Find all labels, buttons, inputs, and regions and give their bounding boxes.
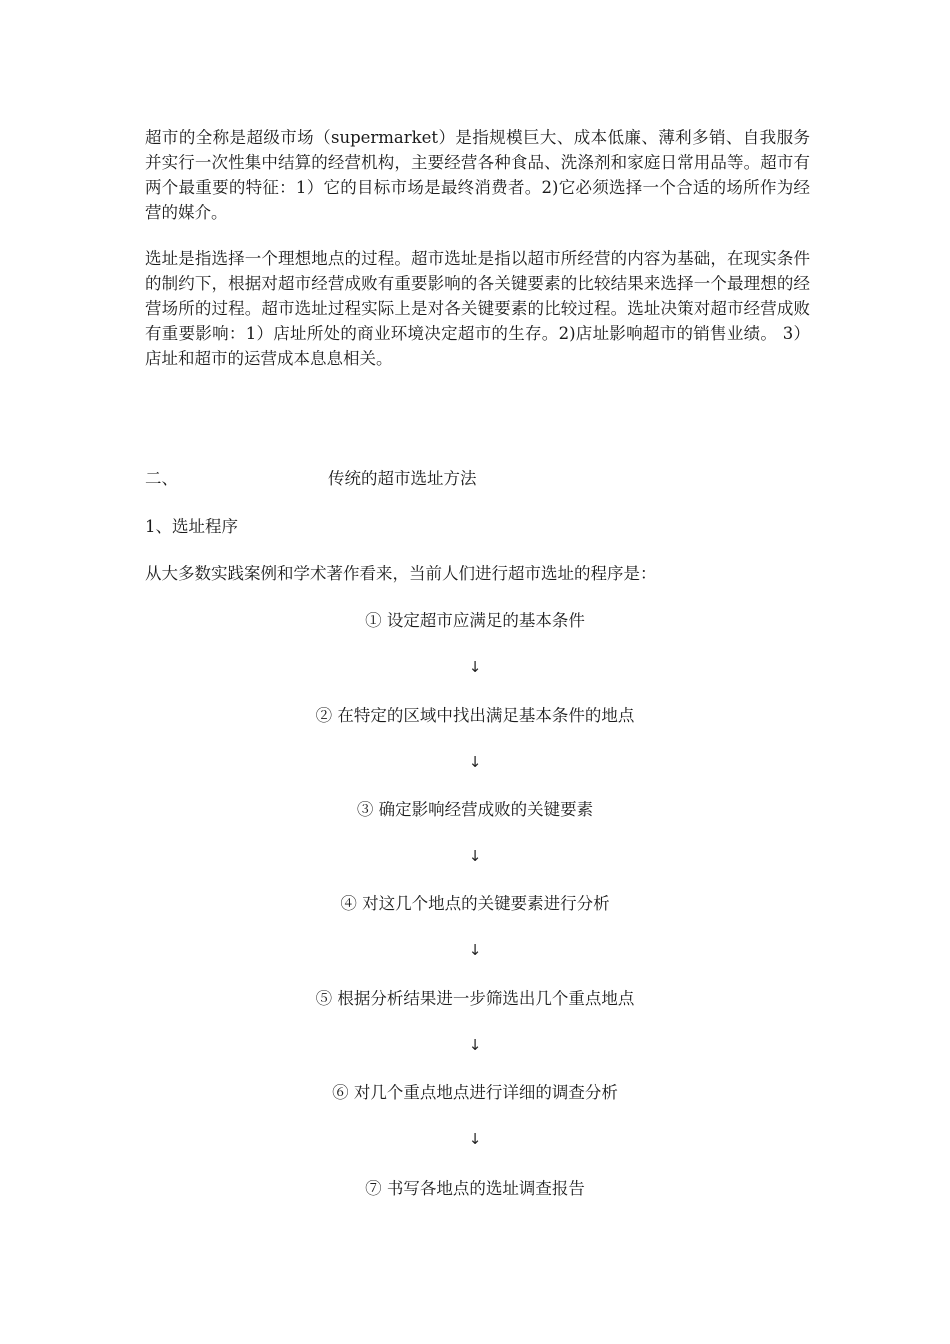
paragraph-site-selection-definition: 选址是指选择一个理想地点的过程。超市选址是指以超市所经营的内容为基础，在现实条件的制约下，根据对超市经营成败有重要影响的各关键要素的比较结果来选择一个最理想的经营场所的过程。超市选址过程实际上是对各关键要素的比较过程。选址决策对超市经营成败有重要影响：1）店址所处的商业环境决定超市的生存。2)店址影响超市的销售业绩。 3）店址和超市的运营成本息息相关。 — [145, 249, 810, 368]
flow-arrow-down-icon: ↓ — [468, 753, 482, 771]
flow-step-5: ⑤ 根据分析结果进一步筛选出几个重点地点 — [315, 989, 635, 1008]
flow-arrow-down-icon: ↓ — [468, 941, 482, 959]
intro-text: 从大多数实践案例和学术著作看来，当前人们进行超市选址的程序是： — [145, 564, 657, 583]
flow-step-3: ③ 确定影响经营成败的关键要素 — [356, 800, 594, 819]
flow-step-6: ⑥ 对几个重点地点进行详细的调查分析 — [332, 1083, 618, 1102]
paragraph-supermarket-definition: 超市的全称是超级市场（supermarket）是指规模巨大、成本低廉、薄利多销、自我服务并实行一次性集中结算的经营机构，主要经营各种食品、洗涤剂和家庭日常用品等。超市有两个最重要的特征：1）它的目标市场是最终消费者。2)它必须选择一个合适的场所作为经营的媒介。 — [145, 128, 810, 222]
section-title: 传统的超市选址方法 — [328, 469, 477, 488]
flow-step-2: ② 在特定的区域中找出满足基本条件的地点 — [315, 706, 635, 725]
flow-arrow-down-icon: ↓ — [468, 1130, 482, 1148]
flow-step-4: ④ 对这几个地点的关键要素进行分析 — [340, 894, 610, 913]
flow-arrow-down-icon: ↓ — [468, 847, 482, 865]
flow-arrow-down-icon: ↓ — [468, 658, 482, 676]
flow-arrow-down-icon: ↓ — [468, 1036, 482, 1054]
flow-step-1: ① 设定超市应满足的基本条件 — [365, 611, 585, 630]
subsection-heading: 1、选址程序 — [145, 517, 238, 536]
section-number: 二、 — [145, 469, 178, 488]
flow-step-7: ⑦ 书写各地点的选址调查报告 — [365, 1179, 585, 1198]
